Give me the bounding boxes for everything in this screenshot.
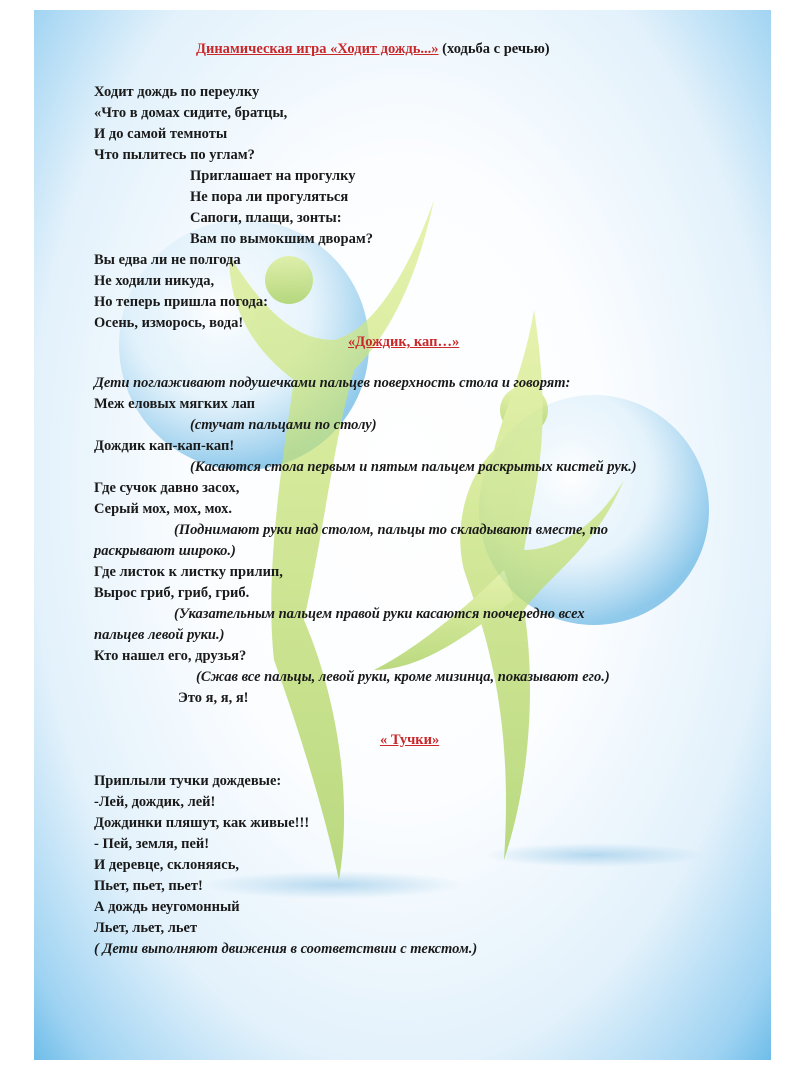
rhyme-line: Дождинки пляшут, как живые!!! bbox=[94, 815, 310, 831]
decorative-frame bbox=[34, 10, 771, 1060]
poem-line: Но теперь пришла погода: bbox=[94, 294, 268, 310]
poem-line: Вам по вымокшим дворам? bbox=[190, 231, 373, 247]
instruction-line: пальцев левой руки.) bbox=[94, 627, 225, 643]
section-title-tuchki: « Тучки» bbox=[380, 732, 440, 748]
title-red: Динамическая игра «Ходит дождь...» bbox=[196, 41, 439, 57]
rhyme-line: Где листок к листку прилип, bbox=[94, 564, 283, 580]
instruction-line: (Поднимают руки над столом, пальцы то складывают вместе, то bbox=[174, 522, 608, 538]
instruction-line: Дети поглаживают подушечками пальцев поверхность стола и говорят: bbox=[94, 375, 571, 391]
poem-line: Сапоги, плащи, зонты: bbox=[190, 210, 342, 226]
rhyme-line: - Пей, земля, пей! bbox=[94, 836, 210, 852]
rhyme-line: Серый мох, мох, мох. bbox=[94, 501, 233, 517]
poem-line: Не ходили никуда, bbox=[94, 273, 215, 289]
rhyme-line: Приплыли тучки дождевые: bbox=[94, 773, 282, 789]
poem-line: И до самой темноты bbox=[94, 126, 228, 142]
poem-line: Осень, изморось, вода! bbox=[94, 315, 244, 331]
rhyme-line: Дождик кап-кап-кап! bbox=[94, 438, 235, 454]
instruction-line: (стучат пальцами по столу) bbox=[190, 417, 377, 433]
rhyme-line: Это я, я, я! bbox=[178, 690, 249, 706]
instruction-line: раскрывают широко.) bbox=[94, 543, 236, 559]
poem-line: Что пылитесь по углам? bbox=[94, 147, 255, 163]
rhyme-line: Где сучок давно засох, bbox=[94, 480, 240, 496]
rhyme-line: Пьет, пьет, пьет! bbox=[94, 878, 203, 894]
instruction-line: (Указательным пальцем правой руки касаются поочередно всех bbox=[174, 606, 585, 622]
poem-line: «Что в домах сидите, братцы, bbox=[94, 105, 288, 121]
rhyme-line: Вырос гриб, гриб, гриб. bbox=[94, 585, 250, 601]
poem-line: Вы едва ли не полгода bbox=[94, 252, 241, 268]
poem-line: Не пора ли прогуляться bbox=[190, 189, 349, 205]
instruction-line: (Касаются стола первым и пятым пальцем раскрытых кистей рук.) bbox=[190, 459, 637, 475]
page-title bbox=[196, 40, 550, 59]
title-suffix: (ходьба с речью) bbox=[438, 41, 550, 57]
rhyme-line: Меж еловых мягких лап bbox=[94, 396, 255, 412]
rhyme-line: И деревце, склоняясь, bbox=[94, 857, 239, 873]
poem-line: Приглашает на прогулку bbox=[190, 168, 356, 184]
rhyme-line: Льет, льет, льет bbox=[94, 920, 198, 936]
rhyme-line: Кто нашел его, друзья? bbox=[94, 648, 247, 664]
rhyme-line: А дождь неугомонный bbox=[94, 899, 240, 915]
rhyme-line: -Лей, дождик, лей! bbox=[94, 794, 216, 810]
instruction-line: (Сжав все пальцы, левой руки, кроме мизинца, показывают его.) bbox=[196, 669, 610, 685]
section-title-dozhdik: «Дождик, кап…» bbox=[348, 334, 460, 350]
poem-line: Ходит дождь по переулку bbox=[94, 84, 260, 100]
instruction-line: ( Дети выполняют движения в соответствии с текстом.) bbox=[94, 941, 478, 957]
